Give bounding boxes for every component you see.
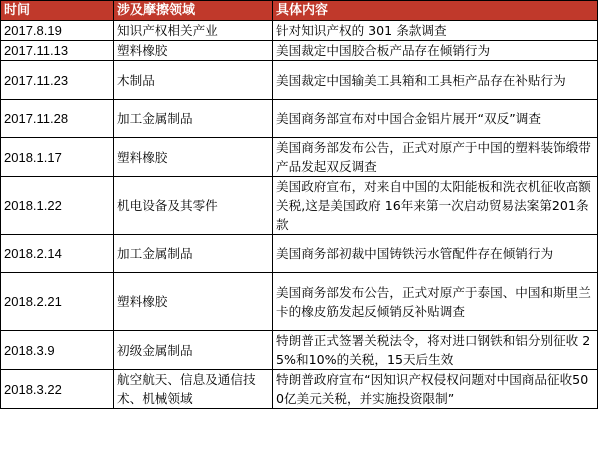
cell-content: 特朗普正式签署关税法令，将对进口钢铁和铝分别征收 25%和10%的关税，15天后生效 (273, 331, 598, 370)
cell-field: 塑料橡胶 (114, 41, 273, 61)
cell-field: 航空航天、信息及通信技术、机械领域 (114, 370, 273, 409)
header-field: 涉及摩擦领域 (114, 1, 273, 21)
cell-content: 美国裁定中国胶合板产品存在倾销行为 (273, 41, 598, 61)
cell-content: 美国商务部初裁中国铸铁污水管配件存在倾销行为 (273, 235, 598, 273)
cell-content: 美国商务部发布公告，正式对原产于泰国、中国和斯里兰卡的橡皮筋发起反倾销反补贴调查 (273, 273, 598, 331)
cell-date: 2017.8.19 (1, 21, 114, 41)
cell-date: 2017.11.13 (1, 41, 114, 61)
table-row (1, 273, 598, 331)
cell-date: 2017.11.28 (1, 100, 114, 138)
cell-field: 初级金属制品 (114, 331, 273, 370)
cell-content: 针对知识产权的 301 条款调查 (273, 21, 598, 41)
table-body (1, 21, 598, 409)
table-row (1, 370, 598, 409)
cell-field: 加工金属制品 (114, 235, 273, 273)
cell-field: 知识产权相关产业 (114, 21, 273, 41)
table-row (1, 138, 598, 177)
cell-content: 美国商务部发布公告，正式对原产于中国的塑料装饰缎带产品发起双反调查 (273, 138, 598, 177)
cell-content: 美国政府宣布，对来自中国的太阳能板和洗衣机征收高额关税,这是美国政府 16年来第一次启动贸易法案第201条款 (273, 177, 598, 235)
table-row (1, 41, 598, 61)
table-row (1, 235, 598, 273)
cell-content: 特朗普政府宣布“因知识产权侵权问题对中国商品征收500亿美元关税，并实施投资限制” (273, 370, 598, 409)
table-row (1, 21, 598, 41)
cell-content: 美国商务部宣布对中国合金铝片展开“双反”调查 (273, 100, 598, 138)
cell-field: 木制品 (114, 61, 273, 100)
cell-field: 加工金属制品 (114, 100, 273, 138)
cell-date: 2018.2.14 (1, 235, 114, 273)
header-row (1, 1, 598, 21)
cell-content: 美国裁定中国输美工具箱和工具柜产品存在补贴行为 (273, 61, 598, 100)
cell-date: 2018.1.17 (1, 138, 114, 177)
cell-field: 塑料橡胶 (114, 138, 273, 177)
cell-date: 2018.1.22 (1, 177, 114, 235)
table-row (1, 61, 598, 100)
cell-field: 塑料橡胶 (114, 273, 273, 331)
cell-date: 2018.3.22 (1, 370, 114, 409)
table-header (1, 1, 598, 21)
table-row (1, 100, 598, 138)
table-row (1, 331, 598, 370)
cell-field: 机电设备及其零件 (114, 177, 273, 235)
cell-date: 2018.3.9 (1, 331, 114, 370)
table-row (1, 177, 598, 235)
header-date: 时间 (1, 1, 114, 21)
cell-date: 2017.11.23 (1, 61, 114, 100)
header-content: 具体内容 (273, 1, 598, 21)
cell-date: 2018.2.21 (1, 273, 114, 331)
